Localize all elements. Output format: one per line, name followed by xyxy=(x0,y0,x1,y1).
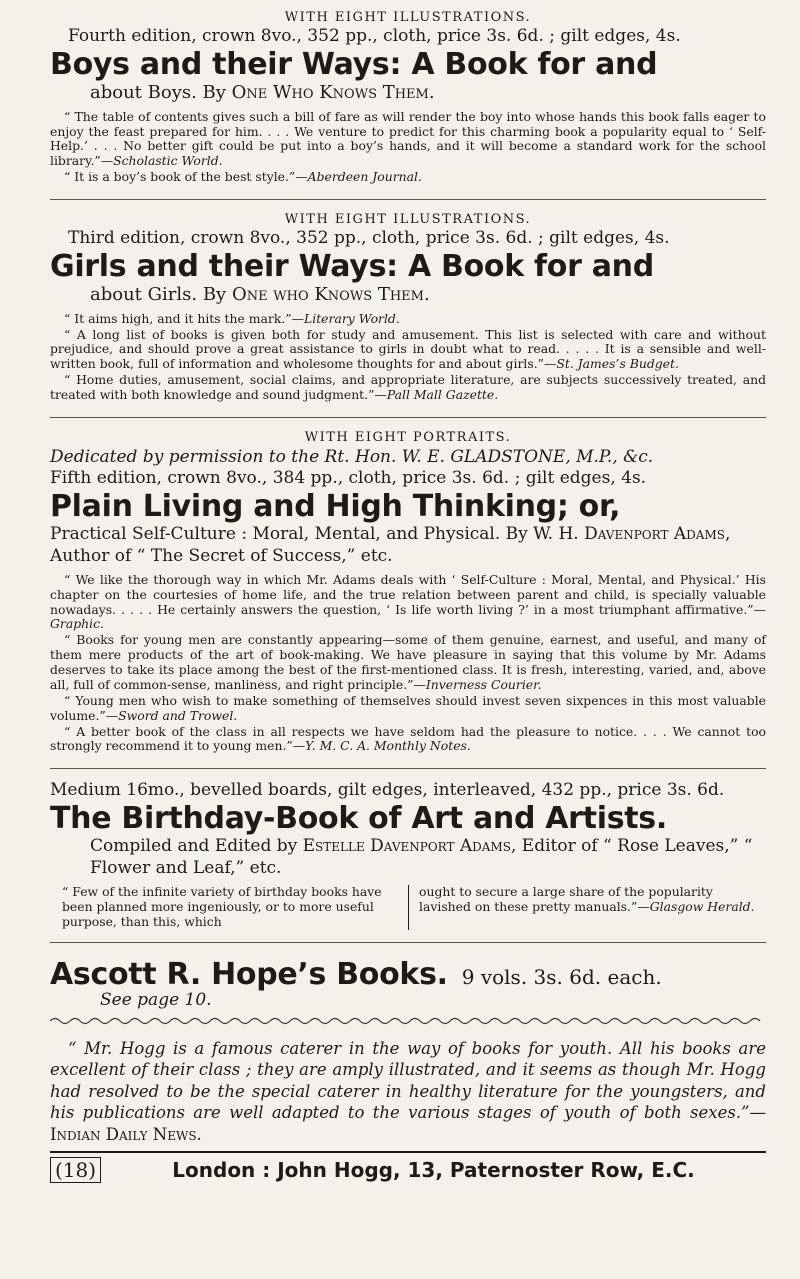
book-subtitle: about Girls. By One who Knows Them. xyxy=(90,284,430,306)
review-quote-columns xyxy=(50,885,766,930)
edition-details: Third edition, crown 8vo., 352 pp., cloth, price 3s. 6d. ; gilt edges, 4s. xyxy=(68,228,670,249)
review-quote: “ Mr. Hogg is a famous caterer in the way of books for youth. All his books are excellent of their class ; they are amply illustrated, and it seems as though Mr. Hogg had resolved to be the special caterer in healthy literature for the youngsters, and his publications are well adapted to the various stages of youth of both sexes.”—Indian Daily News. xyxy=(50,1039,766,1144)
series-title: Ascott R. Hope’s Books. xyxy=(50,956,448,992)
listing-girls-and-their-ways xyxy=(50,212,766,403)
section-divider xyxy=(50,942,766,943)
edition-details: Medium 16mo., bevelled boards, gilt edges, interleaved, 432 pp., price 3s. 6d. xyxy=(50,780,725,801)
listing-ascott-hope xyxy=(50,957,766,1146)
listing-boys-and-their-ways xyxy=(50,10,766,185)
book-subtitle: about Boys. By One Who Knows Them. xyxy=(90,82,435,104)
series-price: 9 vols. 3s. 6d. each. xyxy=(461,964,662,989)
author-credit: One who Knows Them. xyxy=(231,284,430,306)
author-credit: Davenport Adams xyxy=(584,524,725,545)
listing-plain-living xyxy=(50,430,766,754)
review-quote: “ The table of contents gives such a bill of fare as will render the boy into whose hands this book falls eager to enjoy the feast prepared for him. . . . We venture to predict for this charming book a popularity equal to ‘ Self-Help.’ . . . No better gift could be put into a boy’s hands, and it will become a standard work for the school library.”—Scholastic World. xyxy=(50,108,766,169)
review-quotes xyxy=(50,110,766,185)
book-description: Practical Self-Culture : Moral, Mental, and Physical. By W. H. Davenport Adams, Author of “ The Secret of Success,” etc. xyxy=(50,524,731,566)
review-quote: “ Home duties, amusement, social claims, and appropriate literature, are subjects successively treated, and treated with both knowledge and sound judgment.”—Pall Mall Gazette. xyxy=(50,372,766,403)
book-title: Girls and their Ways: A Book for and xyxy=(50,248,654,284)
review-quote: “ It aims high, and it hits the mark.”—Literary World. xyxy=(64,310,400,326)
page-number: (18) xyxy=(50,1157,101,1183)
review-column-right: ought to secure a large share of the popularity lavished on these pretty manuals.”—Glasgow Herald. xyxy=(408,885,766,930)
edition-details: Fifth edition, crown 8vo., 384 pp., cloth, price 3s. 6d. ; gilt edges, 4s. xyxy=(50,468,647,489)
publisher-imprint: London : John Hogg, 13, Paternoster Row, E.C. xyxy=(172,1158,695,1183)
review-quote: “ A long list of books is given both for study and amusement. This list is selected with care and without prejudice, and should prove a great assistance to girls in doubt what to read. . . . . It is a sensible and well-written book, full of information and wholesome thoughts for and about girls.”—St. James’s Budget. xyxy=(50,326,766,372)
review-column-left: “ Few of the infinite variety of birthday books have been planned more ingeniously, or to more useful purpose, than this, which xyxy=(62,883,382,929)
illustrations-note: WITH EIGHT ILLUSTRATIONS. xyxy=(284,10,532,25)
section-divider xyxy=(50,199,766,200)
listing-birthday-book xyxy=(50,781,766,929)
review-quote: “ It is a boy’s book of the best style.”—Aberdeen Journal. xyxy=(64,169,422,185)
section-divider xyxy=(50,417,766,418)
book-title: Plain Living and High Thinking; or, xyxy=(50,488,621,524)
review-quotes xyxy=(50,312,766,403)
page-footer xyxy=(50,1157,766,1183)
book-title: The Birthday-Book of Art and Artists. xyxy=(50,800,667,836)
review-quote: “ A better book of the class in all respects we have seldom had the pleasure to notice. . . . We cannot too strongly recommend it to young men.”—Y. M. C. A. Monthly Notes. xyxy=(50,723,766,754)
dedication: Dedicated by permission to the Rt. Hon. W. E. GLADSTONE, M.P., &c. xyxy=(50,446,654,467)
author-credit: One Who Knows Them. xyxy=(231,82,435,104)
portraits-note: WITH EIGHT PORTRAITS. xyxy=(304,429,512,445)
series-heading xyxy=(50,957,766,991)
ornamental-wavy-rule xyxy=(50,1016,766,1026)
review-quote: “ We like the thorough way in which Mr. Adams deals with ‘ Self-Culture : Moral, Mental, and Physical.’ His chapter on the courtesies of home life, and the true relation between parent and child, is specially valuable nowadays. . . . . He certainly answers the question, ‘ Is life worth living ?’ in a most triumphant affirmative.”—Graphic. xyxy=(50,571,766,632)
illustrations-note: WITH EIGHT ILLUSTRATIONS. xyxy=(284,212,532,228)
book-description: Compiled and Edited by Estelle Davenport Adams, Editor of “ Rose Leaves,” “ Flower and Leaf,” etc. xyxy=(90,836,753,878)
review-quote: “ Young men who wish to make something of themselves should invest seven sixpences in this most valuable volume.”—Sword and Trowel. xyxy=(50,692,766,723)
section-divider xyxy=(50,768,766,769)
review-quotes xyxy=(50,573,766,755)
editor-credit: Estelle Davenport Adams xyxy=(302,836,511,857)
book-title: Boys and their Ways: A Book for and xyxy=(50,46,658,82)
page-reference: See page 10. xyxy=(100,990,212,1011)
review-quote: “ Books for young men are constantly appearing—some of them genuine, earnest, and useful, and many of them mere products of the art of book-making. We have pleasure in saying that this volume by Mr. Adams deserves to take its place among the best of the first-mentioned class. It is fresh, interesting, varied, and, above all, full of common-sense, manliness, and right principle.”—Inverness Courier. xyxy=(50,632,766,692)
edition-details: Fourth edition, crown 8vo., 352 pp., cloth, price 3s. 6d. ; gilt edges, 4s. xyxy=(68,26,681,46)
footer-divider xyxy=(50,1151,766,1153)
